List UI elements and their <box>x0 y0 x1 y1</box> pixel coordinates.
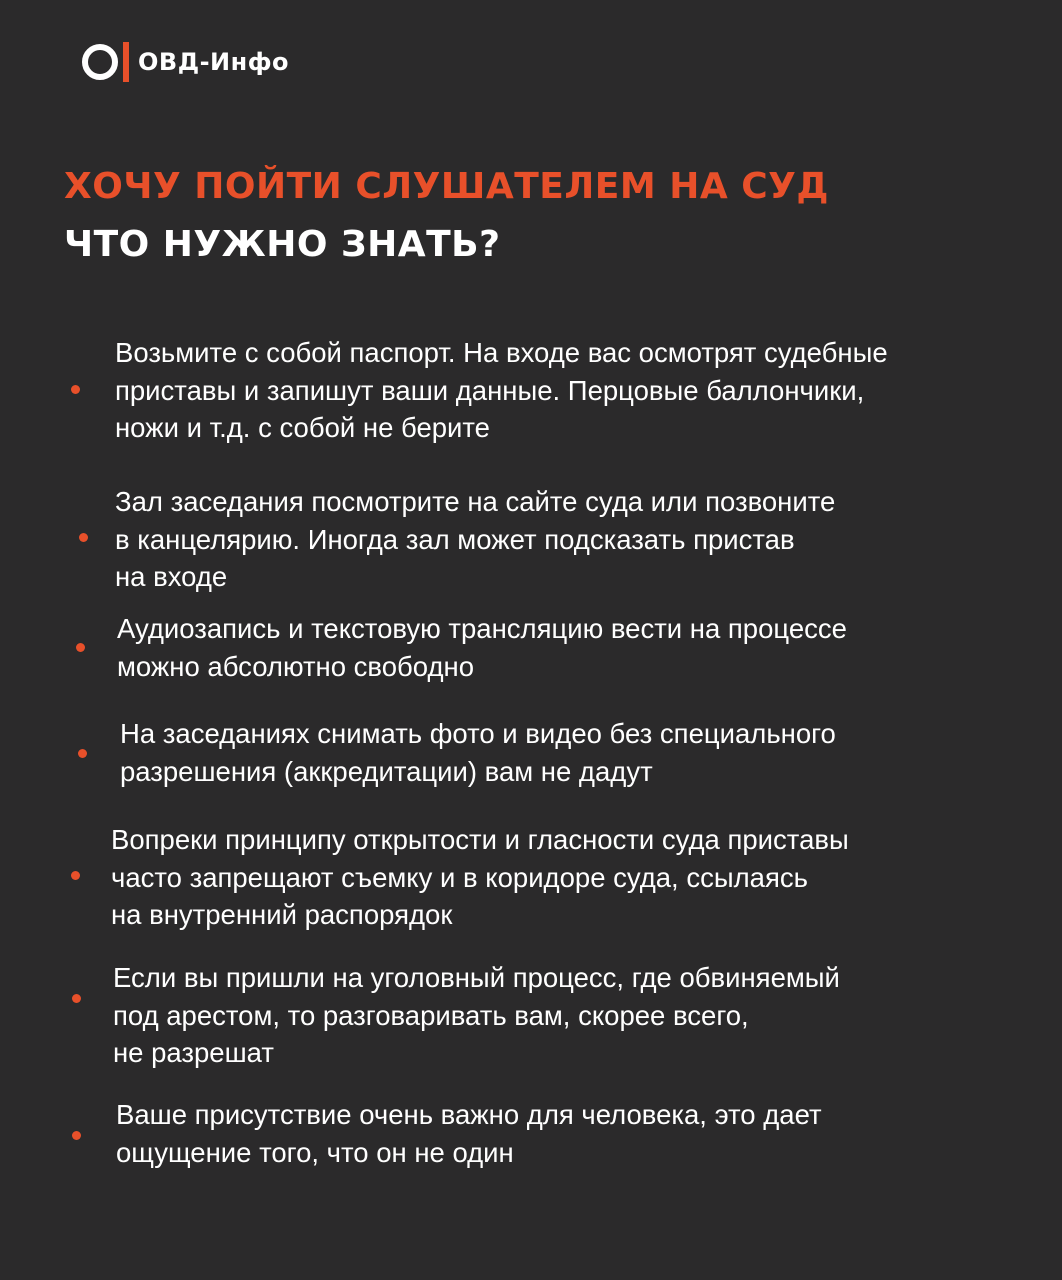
bullet-icon <box>71 385 80 394</box>
logo-bar-icon <box>123 42 129 82</box>
ovd-info-logo <box>82 42 289 82</box>
list-item <box>115 483 835 596</box>
list-item <box>111 821 849 934</box>
bullet-icon <box>78 749 87 758</box>
list-item-text: Вопреки принципу открытости и гласности суда приставы часто запрещают съемку и в коридоре суда, ссылаясь на внутренний распорядок <box>111 824 849 930</box>
list-item-text: Если вы пришли на уголовный процесс, где обвиняемый под арестом, то разговаривать вам, скорее всего, не разрешат <box>113 962 840 1068</box>
bullet-icon <box>72 1131 81 1140</box>
list-item <box>115 334 888 447</box>
logo-text: ОВД-Инфо <box>138 48 289 76</box>
page-title: ХОЧУ ПОЙТИ СЛУШАТЕЛЕМ НА СУД <box>64 166 829 207</box>
bullet-icon <box>79 533 88 542</box>
list-item <box>116 1096 822 1171</box>
list-item-text: Ваше присутствие очень важно для человека, это дает ощущение того, что он не один <box>116 1099 822 1168</box>
list-item-text: Аудиозапись и текстовую трансляцию вести на процессе можно абсолютно свободно <box>117 613 847 682</box>
page-subtitle: ЧТО НУЖНО ЗНАТЬ? <box>64 224 501 265</box>
bullet-icon <box>72 994 81 1003</box>
list-item <box>120 715 836 790</box>
bullet-icon <box>71 871 80 880</box>
list-item <box>117 610 847 685</box>
bullet-icon <box>76 643 85 652</box>
list-item-text: Зал заседания посмотрите на сайте суда или позвоните в канцелярию. Иногда зал может подсказать пристав на входе <box>115 486 836 592</box>
list-item <box>113 959 840 1072</box>
logo-ring-icon <box>82 44 118 80</box>
list-item-text: Возьмите с собой паспорт. На входе вас осмотрят судебные приставы и запишут ваши данные. Перцовые баллончики, ножи и т.д. с собой не берите <box>115 337 888 443</box>
list-item-text: На заседаниях снимать фото и видео без специального разрешения (аккредитации) вам не дадут <box>120 718 836 787</box>
